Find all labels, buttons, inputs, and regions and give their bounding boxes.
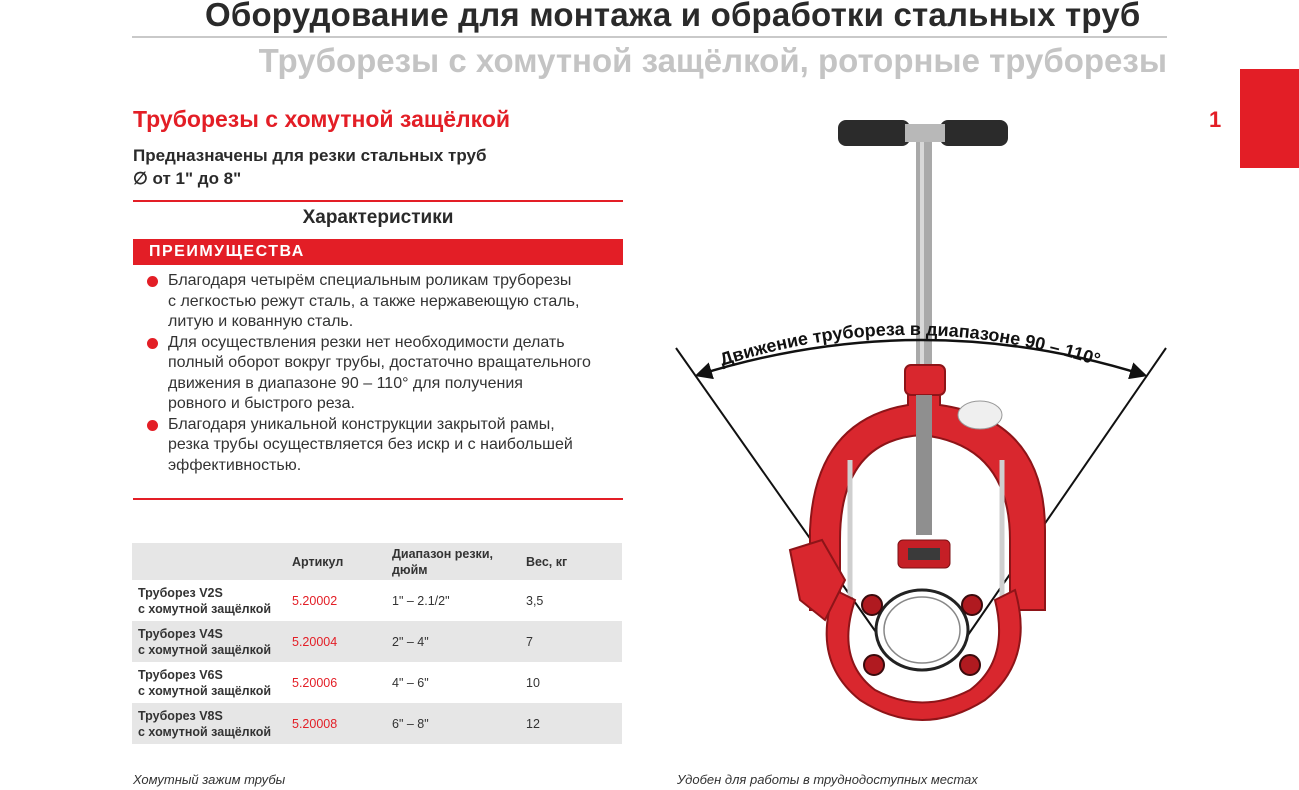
purpose-text (133, 144, 486, 190)
carriage-slot (908, 548, 940, 560)
roller (862, 595, 882, 615)
cell-article: 5.20004 (286, 621, 386, 662)
table-row (132, 662, 622, 703)
list-item: Для осуществления резки нет необходимости делать полный оборот вокруг трубы, достаточно вращательного движения в диапазоне 90 – 110° для получения ровного и быстрого реза. (147, 333, 632, 415)
table-header-row (132, 543, 622, 580)
characteristics-heading: Характеристики (302, 207, 454, 228)
cell-weight: 3,5 (520, 580, 622, 621)
cell-article: 5.20006 (286, 662, 386, 703)
cell-weight: 7 (520, 621, 622, 662)
list-item: Благодаря четырём специальным роликам труборезы с легкостью режут сталь, а также нержавеющую сталь, литую и кованную сталь. (147, 271, 632, 333)
column-header: Диапазон резки, дюйм (386, 543, 520, 580)
cell-weight: 10 (520, 662, 622, 703)
table-row (132, 621, 622, 662)
purpose-line-2: ∅ от 1" до 8" (133, 169, 242, 188)
red-divider (133, 200, 623, 202)
frame-collar (905, 365, 945, 395)
pipe-cutter-illustration (650, 100, 1170, 760)
arc-label: Движение трубореза в диапазоне 90 – 110° (717, 318, 1103, 370)
cell-article: 5.20008 (286, 703, 386, 744)
column-header: Вес, кг (520, 543, 622, 580)
range-line-right (968, 348, 1166, 635)
roller (962, 595, 982, 615)
advantages-list (147, 271, 632, 476)
cell-name: Труборез V6S с хомутной защёлкой (132, 662, 286, 703)
cell-range: 1" – 2.1/2" (386, 580, 520, 621)
table-row (132, 580, 622, 621)
page-title: Оборудование для монтажа и обработки стальных труб (205, 0, 1141, 33)
column-header: Артикул (286, 543, 386, 580)
roller (960, 655, 980, 675)
column-header (132, 543, 286, 580)
bullet-icon (147, 420, 158, 431)
red-divider (133, 498, 623, 500)
cell-name: Труборез V8S с хомутной защёлкой (132, 703, 286, 744)
section-title: Труборезы с хомутной защёлкой (133, 106, 511, 132)
handle-grip-left (838, 120, 910, 146)
cell-range: 2" – 4" (386, 621, 520, 662)
handle-hub (905, 124, 945, 142)
cell-name: Труборез V2S с хомутной защёлкой (132, 580, 286, 621)
cell-name: Труборез V4S с хомутной защёлкой (132, 621, 286, 662)
cell-range: 6" – 8" (386, 703, 520, 744)
page-number: 1 (1209, 107, 1222, 132)
handle-grip-right (940, 120, 1008, 146)
cell-weight: 12 (520, 703, 622, 744)
brand-label (958, 401, 1002, 429)
roller (864, 655, 884, 675)
page-subtitle: Труборезы с хомутной защёлкой, роторные труборезы (258, 42, 1167, 79)
cell-range: 4" – 6" (386, 662, 520, 703)
bullet-icon (147, 338, 158, 349)
cell-article: 5.20002 (286, 580, 386, 621)
caption-left: Хомутный зажим трубы (133, 772, 286, 787)
bullet-icon (147, 276, 158, 287)
feed-screw (916, 395, 932, 535)
section-tab (1240, 69, 1299, 168)
caption-right: Удобен для работы в труднодоступных местах (677, 772, 978, 787)
list-item: Благодаря уникальной конструкции закрытой рамы, резка трубы осуществляется без искр и с наибольшей эффективностью. (147, 415, 632, 477)
table-row (132, 703, 622, 744)
purpose-line-1: Предназначены для резки стальных труб (133, 146, 487, 165)
advantages-heading: ПРЕИМУЩЕСТВА (133, 239, 623, 265)
spec-table (132, 543, 622, 744)
title-divider (132, 36, 1167, 38)
